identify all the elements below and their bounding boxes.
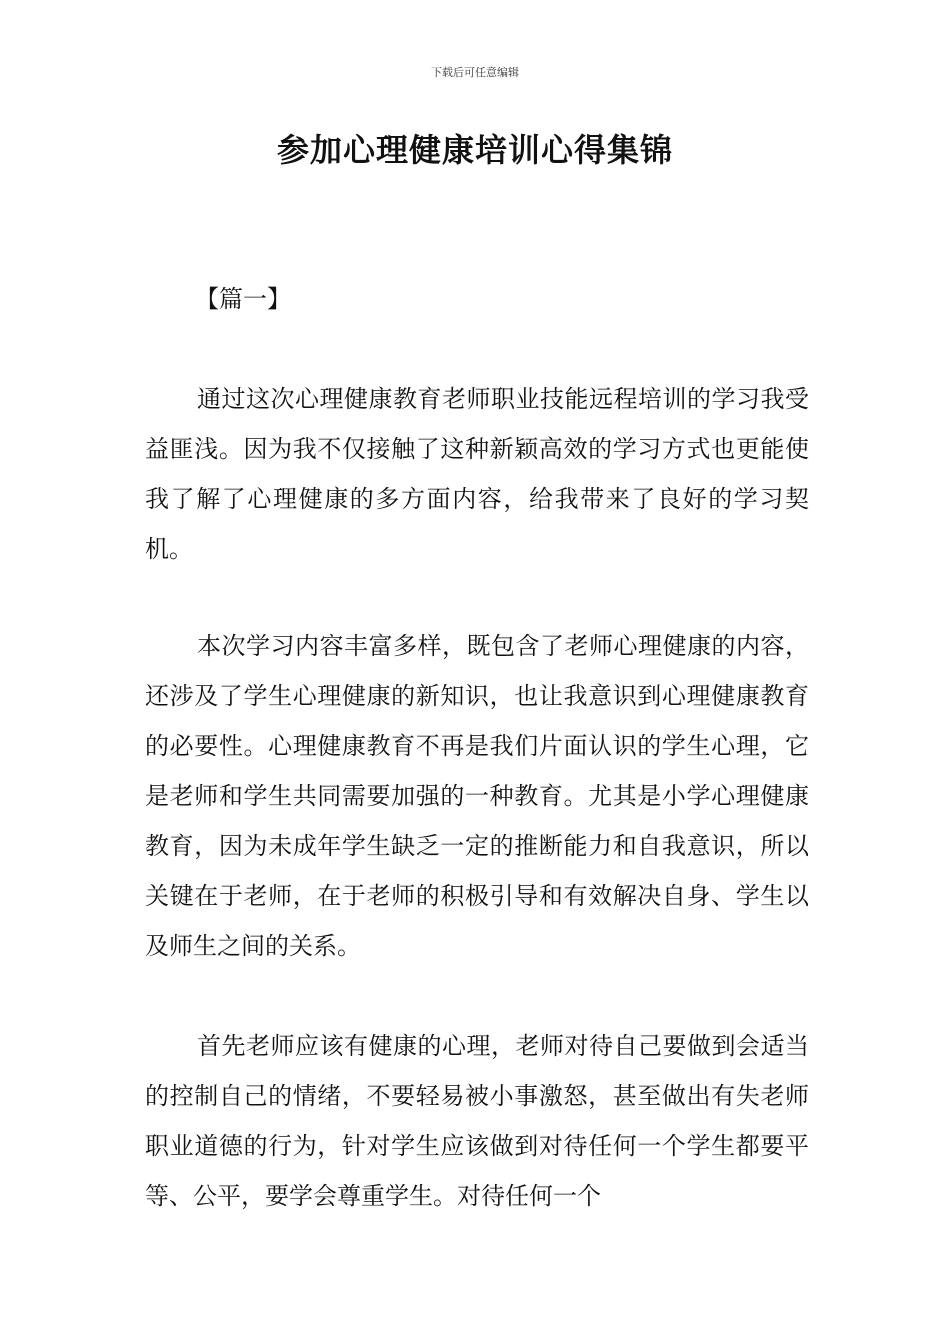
paragraph-2: 本次学习内容丰富多样，既包含了老师心理健康的内容，还涉及了学生心理健康的新知识，也让我意识到心理健康教育的必要性。心理健康教育不再是我们片面认识的学生心理，它是老师和学生共同需要加强的一种教育。尤其是小学心理健康教育，因为未成年学生缺乏一定的推断能力和自我意识，所以关键在于老师，在于老师的积极引导和有效解决自身、学生以及师生之间的关系。 [145, 632, 809, 960]
paragraph-3: 首先老师应该有健康的心理，老师对待自己要做到会适当的控制自己的情绪，不要轻易被小事激怒，甚至做出有失老师职业道德的行为，针对学生应该做到对待任何一个学生都要平等、公平，要学会尊重学生。对待任何一个 [145, 1032, 809, 1210]
paragraph-1: 通过这次心理健康教育老师职业技能远程培训的学习我受益匪浅。因为我不仅接触了这种新颖高效的学习方式也更能使我了解了心理健康的多方面内容，给我带来了良好的学习契机。 [145, 385, 809, 563]
section-label: 【篇一】 [195, 285, 291, 313]
header-note: 下载后可任意编辑 [431, 66, 519, 79]
document-title: 参加心理健康培训心得集锦 [276, 131, 673, 169]
